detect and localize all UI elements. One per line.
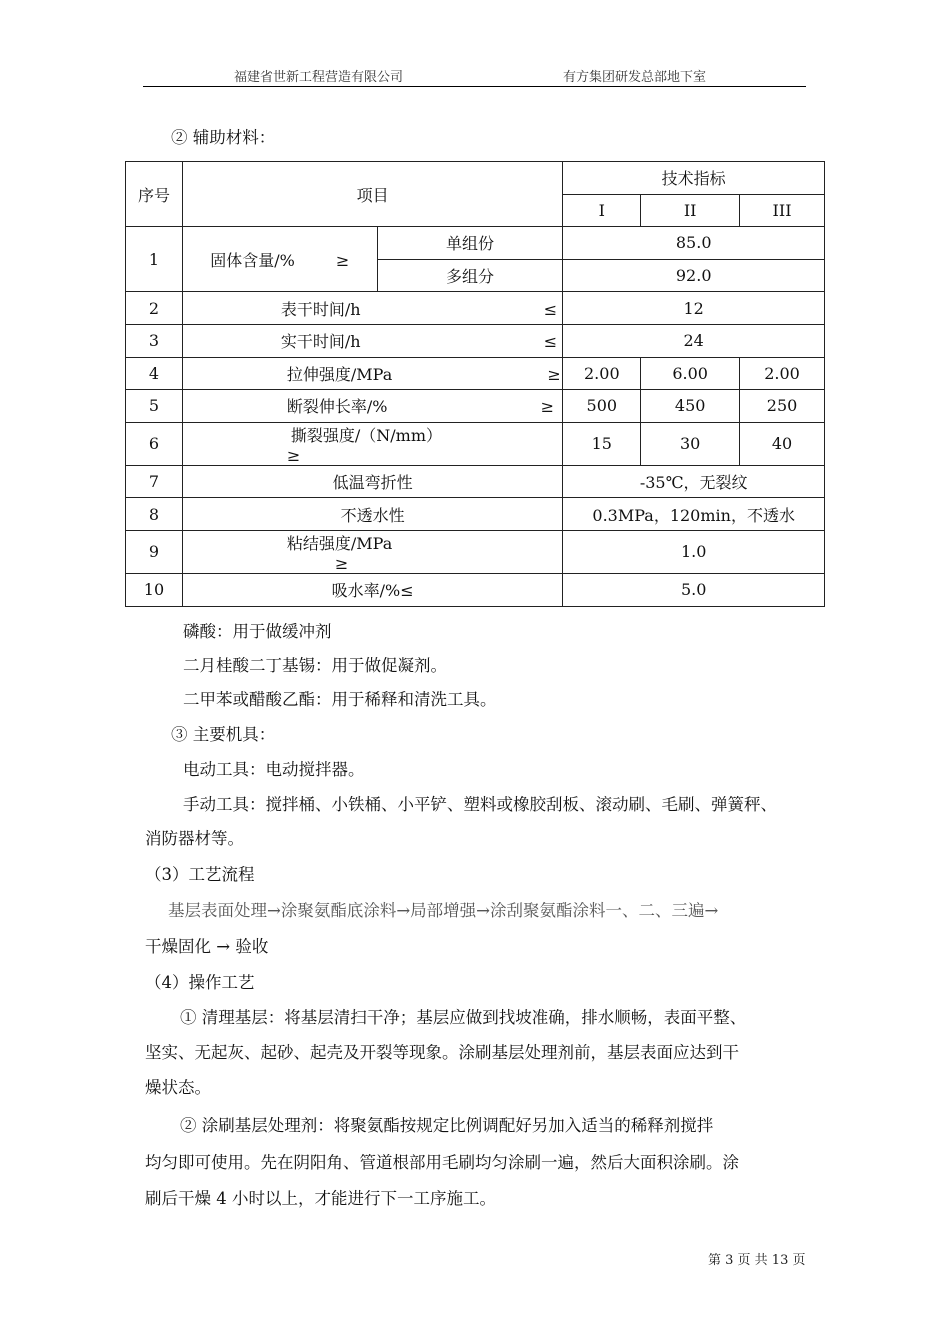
row-value: 92.0 [563, 259, 825, 292]
row-item-label: 实干时间/h [280, 332, 361, 352]
row-value: 1.0 [563, 530, 825, 573]
row-number: 6 [126, 422, 183, 465]
body-line: 干燥固化 → 验收 [145, 937, 269, 956]
row-symbol: ≥ [334, 553, 349, 573]
body-line: 均匀即可使用。先在阴阳角、管道根部用毛刷均匀涂刷一遍，然后大面积涂刷。涂 [145, 1153, 739, 1172]
row-value: 5.0 [563, 573, 825, 606]
row-symbol: ≥ [547, 364, 561, 384]
table-row [126, 573, 825, 606]
row-value-1: 15 [563, 422, 641, 465]
body-line: 坚实、无起灰、起砂、起壳及开裂等现象。涂刷基层处理剂前，基层表面应达到干 [145, 1043, 739, 1062]
row-value-2: 6.00 [641, 357, 740, 390]
row-item-label: 粘结强度/MPa [286, 533, 393, 553]
row-item [182, 324, 562, 357]
table-row [126, 498, 825, 531]
row-number: 3 [126, 324, 183, 357]
body-line: ① 清理基层：将基层清扫干净；基层应做到找坡准确，排水顺畅，表面平整、 [180, 1008, 747, 1027]
grade-1: I [563, 194, 641, 227]
row-value-2: 450 [641, 390, 740, 423]
table-header-row [126, 162, 825, 195]
grade-3: III [740, 194, 825, 227]
table-row [126, 422, 825, 465]
row-item [182, 292, 562, 325]
spec-table [125, 161, 825, 607]
body-line: 电动工具：电动搅拌器。 [183, 760, 365, 779]
row-value: 12 [563, 292, 825, 325]
table-row [126, 390, 825, 423]
row-number: 9 [126, 530, 183, 573]
header-tech: 技术指标 [563, 162, 825, 195]
row-item [182, 227, 377, 292]
body-line: 二月桂酸二丁基锡：用于做促凝剂。 [183, 656, 447, 675]
row-value-1: 2.00 [563, 357, 641, 390]
body-line: （3）工艺流程 [145, 865, 255, 884]
table-row [126, 357, 825, 390]
body-line: 基层表面处理→涂聚氨酯底涂料→局部增强→涂刮聚氨酯涂料一、二、三遍→ [168, 901, 719, 920]
row-value-2: 30 [641, 422, 740, 465]
row-number: 7 [126, 465, 183, 498]
row-number: 8 [126, 498, 183, 531]
row-number: 4 [126, 357, 183, 390]
row-value: 0.3MPa，120min，不透水 [563, 498, 825, 531]
row-number: 2 [126, 292, 183, 325]
body-line: 手动工具：搅拌桶、小铁桶、小平铲、塑料或橡胶刮板、滚动刷、毛刷、弹簧秤、 [183, 795, 777, 814]
row-item-label: 固体含量/% [210, 250, 295, 270]
row-number: 10 [126, 573, 183, 606]
table-row [126, 530, 825, 573]
body-line: 消防器材等。 [145, 829, 244, 848]
header-item: 项目 [182, 162, 562, 227]
row-item: 不透水性 [182, 498, 562, 531]
row-symbol: ≤ [543, 299, 558, 319]
row-symbol: ≥ [335, 250, 350, 270]
page-number: 第 3 页 共 13 页 [708, 1253, 806, 1268]
row-number: 5 [126, 390, 183, 423]
row-value-1: 500 [563, 390, 641, 423]
row-value-3: 250 [740, 390, 825, 423]
row-item: 低温弯折性 [182, 465, 562, 498]
row-item [182, 357, 562, 390]
row-item [182, 390, 562, 423]
row-number: 1 [126, 227, 183, 292]
row-item [182, 422, 562, 465]
row-value: -35℃，无裂纹 [563, 465, 825, 498]
body-line: 燥状态。 [145, 1078, 211, 1097]
row-symbol: ≥ [286, 445, 301, 465]
header-index: 序号 [126, 162, 183, 227]
table-row [126, 465, 825, 498]
body-line: ③ 主要机具： [171, 725, 276, 744]
body-line: 刷后干燥 4 小时以上，才能进行下一工序施工。 [145, 1189, 496, 1208]
row-sub-item: 多组分 [377, 259, 563, 292]
page-header [143, 64, 806, 87]
table-row [126, 324, 825, 357]
row-item-label: 断裂伸长率/% [286, 397, 388, 417]
row-item-label: 撕裂强度/（N/mm） [290, 425, 443, 445]
row-symbol: ≥ [540, 397, 554, 417]
row-symbol: ≤ [543, 332, 558, 352]
company-name: 福建省世新工程营造有限公司 [234, 70, 404, 85]
row-item: 吸水率/%≤ [182, 573, 562, 606]
row-value: 85.0 [563, 227, 825, 260]
row-item-label: 表干时间/h [280, 299, 361, 319]
row-item [182, 530, 562, 573]
project-name: 有方集团研发总部地下室 [563, 70, 707, 85]
body-line: （4）操作工艺 [145, 973, 255, 992]
section-aux-heading: ② 辅助材料： [171, 128, 276, 147]
row-sub-item: 单组份 [377, 227, 563, 260]
table-row [126, 292, 825, 325]
row-value: 24 [563, 324, 825, 357]
body-line: ② 涂刷基层处理剂：将聚氨酯按规定比例调配好另加入适当的稀释剂搅拌 [180, 1116, 714, 1135]
table-row [126, 227, 825, 260]
grade-2: II [641, 194, 740, 227]
row-value-3: 40 [740, 422, 825, 465]
body-line: 二甲苯或醋酸乙酯：用于稀释和清洗工具。 [183, 690, 497, 709]
row-item-label: 拉伸强度/MPa [286, 364, 393, 384]
body-line: 磷酸：用于做缓冲剂 [183, 622, 332, 641]
row-value-3: 2.00 [740, 357, 825, 390]
